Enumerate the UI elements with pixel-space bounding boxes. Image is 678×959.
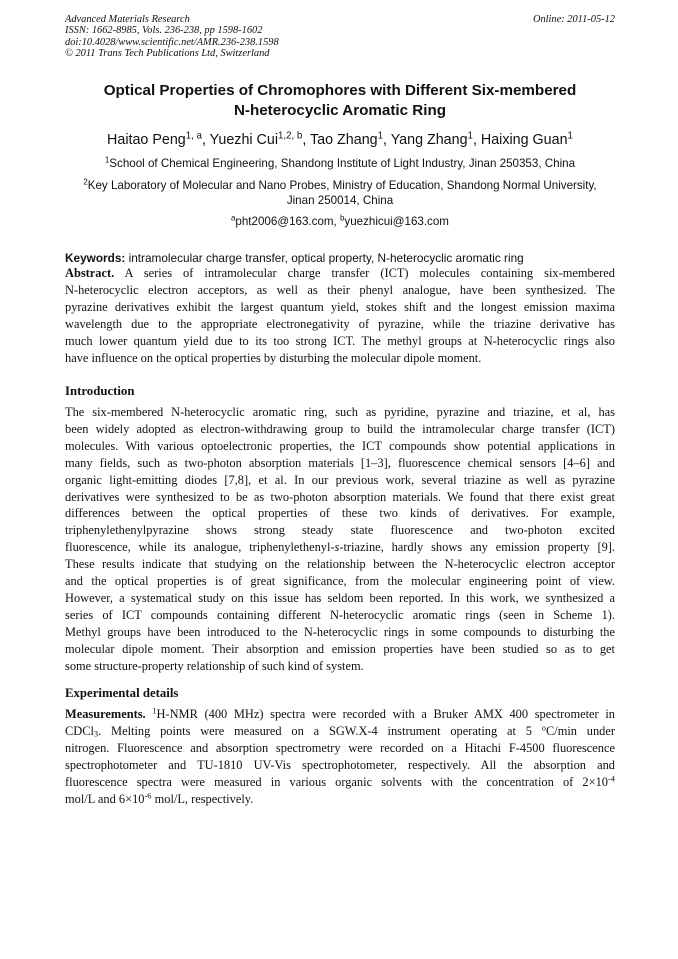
text-line xyxy=(65,265,615,282)
author-emails xyxy=(65,214,615,229)
text-line: N-heterocyclic electron acceptors, as well as their phenyl analogue, have been synthesized. The xyxy=(65,282,615,297)
author-affiliation-mark: 1,2, b xyxy=(278,130,303,142)
author-affiliation-mark: 1 xyxy=(467,130,473,142)
text-span: A series of intramolecular charge transfer (ICT) molecules containing six-membered xyxy=(114,266,615,280)
author-name: Yuezhi Cui xyxy=(209,132,279,148)
section-heading-experimental: Experimental details xyxy=(65,686,179,700)
abstract-label: Abstract. xyxy=(65,266,115,280)
affiliation-line xyxy=(65,178,615,193)
email-address: yuezhicui@163.com xyxy=(344,215,449,228)
abstract xyxy=(65,265,615,366)
affiliation-number: 2 xyxy=(83,177,88,187)
text-line: wavelength due to the appropriate electronegativity of pyrazine, while the triazine derivative has xyxy=(65,316,615,331)
text-span: CDCl xyxy=(65,723,94,738)
text-line: series of ICT compounds containing different N-heterocyclic aromatic rings (seen in Scheme 1). xyxy=(65,607,615,622)
journal-issn: ISSN: 1662-8985, Vols. 236-238, pp 1598-1602 xyxy=(65,25,263,37)
text-line: triphenylethenylpyrazine shows strong steady state fluorescence and two-photon excited xyxy=(65,523,615,538)
degree-mark: o xyxy=(541,722,546,733)
author-name: Yang Zhang xyxy=(390,132,468,148)
author-separator: , xyxy=(383,132,391,148)
affiliation-text: Key Laboratory of Molecular and Nano Probes, Ministry of Education, Shandong Normal University, xyxy=(87,179,597,192)
text-span: fluorescence spectra were measured in various organic solvents with the concentration of 2×10 xyxy=(65,774,608,789)
title-line-2: N-heterocyclic Aromatic Ring xyxy=(233,102,447,119)
author-separator: , xyxy=(302,132,311,148)
text-line: The six-membered N-heterocyclic aromatic ring, such as pyridine, pyrazine and triazine, et al, has xyxy=(65,405,615,419)
text-line: nitrogen. Fluorescence and absorption spectrometry were recorded on a Hitachi F-4500 fluorescence xyxy=(65,740,615,755)
superscript: 1 xyxy=(152,705,157,716)
experimental-body xyxy=(65,706,615,807)
author-separator: , xyxy=(201,132,210,148)
text-span: C/min under xyxy=(545,723,615,738)
keywords-text: intramolecular charge transfer, optical property, N-heterocyclic aromatic ring xyxy=(125,251,524,265)
section-heading-introduction: Introduction xyxy=(65,384,135,398)
text-line xyxy=(65,791,615,808)
measurements-label: Measurements. xyxy=(65,707,146,721)
keywords-label: Keywords: xyxy=(65,251,126,265)
text-span: . Melting points were measured on a SGW.X-4 instrument operating at 5 xyxy=(98,723,542,738)
text-line: These results indicate that studying on the relationship between the N-heterocyclic electron acceptor xyxy=(65,557,615,572)
text-line xyxy=(65,774,615,791)
author-affiliation-mark: 1, a xyxy=(185,130,202,142)
text-line: pyrazine derivatives exhibit the largest quantum yield, stokes shift and the longest emission maxima xyxy=(65,299,615,314)
text-span: H-NMR (400 MHz) spectra were recorded with a Bruker AMX 400 spectrometer in xyxy=(156,707,615,721)
text-line: However, a systematical study on this issue has seldom been reported. In this work, we synthesized a xyxy=(65,590,615,605)
text-line: many fields, such as two-photon absorption materials [1–3], fluorescence chemical sensors [4–6] and xyxy=(65,455,615,470)
online-date: Online: 2011-05-12 xyxy=(532,14,615,25)
text-line: organic light-emitting diodes [7,8], et al. In our previous work, several triazine as well as pyrazine xyxy=(65,472,615,487)
email-mark: a xyxy=(231,213,236,223)
text-span: mol/L and 6×10 xyxy=(65,791,145,806)
journal-name: Advanced Materials Research xyxy=(65,14,190,25)
text-line: molecules. With various optoelectronic properties, the ICT compounds show potential applications in xyxy=(65,438,615,453)
text-line: derivatives were synthesized to be as two-photon absorption materials. We found that there exist great xyxy=(65,489,615,504)
affiliation-1 xyxy=(65,156,615,171)
text-line: differences between the optical properties of these two kinds of derivatives. For example, xyxy=(65,506,615,521)
journal-doi: doi:10.4028/www.scientific.net/AMR.236-238.1598 xyxy=(65,36,279,48)
text-line: and the optical properties is of great significance, from the molecular engineering point of view. xyxy=(65,574,615,589)
text-line: molecular dipole moment. Their absorption and emission properties have been studied so as to get xyxy=(65,641,615,656)
superscript: -6 xyxy=(144,789,152,800)
keywords xyxy=(65,251,615,266)
author-name: Tao Zhang xyxy=(310,132,378,148)
text-line: much lower quantum yield due to its too strong ICT. The methyl groups at N-heterocyclic rings also xyxy=(65,333,615,348)
text-line: spectrophotometer and TU-1810 UV-Vis spectrophotometer, respectively. All the absorption and xyxy=(65,757,615,772)
affiliation-number: 1 xyxy=(104,155,110,165)
introduction-body xyxy=(65,404,615,675)
affiliation-text: School of Chemical Engineering, Shandong Institute of Light Industry, Jinan 250353, China xyxy=(109,157,576,170)
affiliation-2 xyxy=(65,178,615,208)
text-line: some structure-property relationship of such kind of system. xyxy=(65,658,364,673)
author-separator: , xyxy=(472,132,481,148)
paper-title xyxy=(65,81,615,121)
text-span: fluorescence, while its analogue, triphenylethenyl- xyxy=(65,540,335,555)
text-line xyxy=(65,723,615,740)
title-line-1: Optical Properties of Chromophores with Different Six-membered xyxy=(103,82,577,99)
text-line xyxy=(65,706,615,723)
text-line xyxy=(65,539,615,556)
email-address: pht2006@163.com, xyxy=(235,215,340,228)
author-affiliation-mark: 1 xyxy=(567,130,573,142)
text-line: Methyl groups have been introduced to the N-heterocyclic rings in some compounds to disturbing the xyxy=(65,624,615,639)
text-span: mol/L, respectively. xyxy=(151,791,254,806)
author-name: Haitao Peng xyxy=(107,132,186,148)
affiliation-line: Jinan 250014, China xyxy=(286,194,394,207)
subscript: 3 xyxy=(93,728,99,739)
text-line: been widely adopted as electron-withdrawing group to build the intramolecular charge transfer (ICT) xyxy=(65,421,615,436)
author-affiliation-mark: 1 xyxy=(377,130,383,142)
author-name: Haixing Guan xyxy=(480,132,568,148)
text-line: have influence on the optical properties by disturbing the molecular dipole moment. xyxy=(65,350,482,365)
email-mark: b xyxy=(340,213,345,223)
text-span: -triazine, hardly shows any emission property [9]. xyxy=(339,540,615,555)
journal-header xyxy=(65,14,615,60)
journal-copyright: © 2011 Trans Tech Publications Ltd, Switzerland xyxy=(65,48,270,60)
italic-s: s xyxy=(334,540,340,555)
author-list xyxy=(65,131,615,149)
superscript: -4 xyxy=(607,773,615,783)
